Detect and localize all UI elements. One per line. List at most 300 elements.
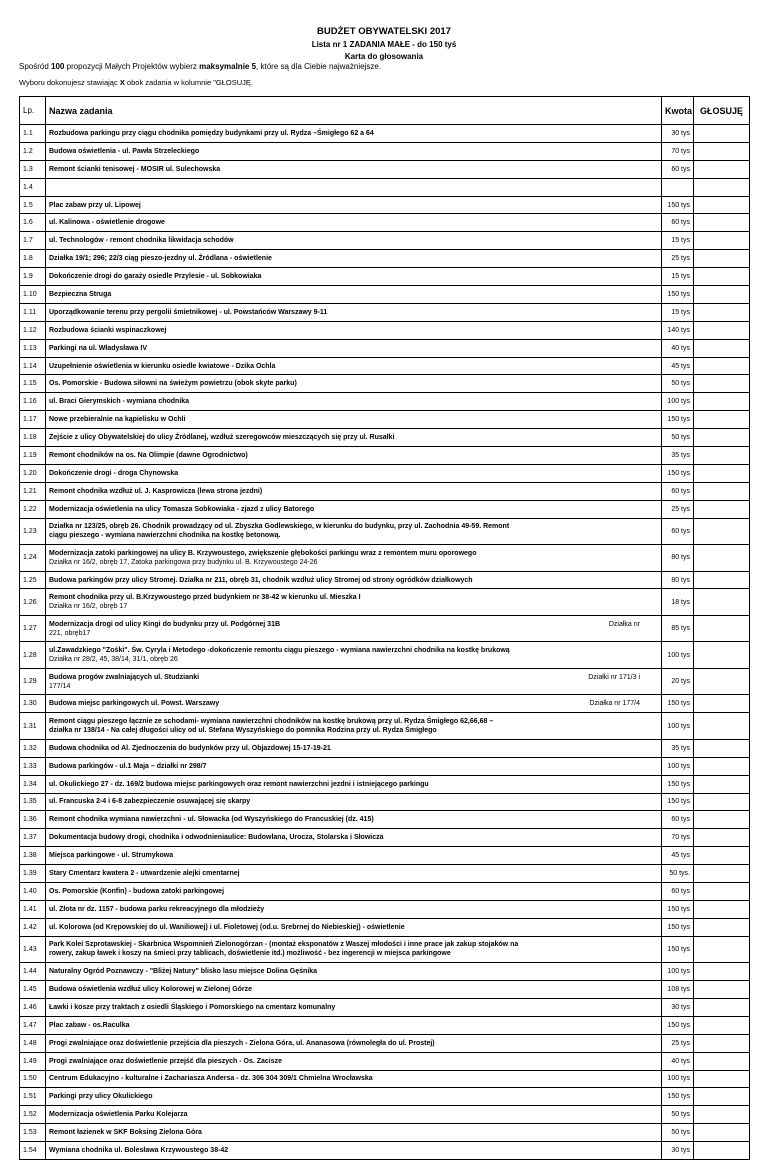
row-lp: 1.45 [20,981,46,999]
vote-checkbox-cell[interactable] [694,125,750,143]
vote-checkbox-cell[interactable] [694,775,750,793]
row-amount: 150 tys [662,1016,694,1034]
row-task-name [46,918,662,936]
row-task-name [46,829,662,847]
task-title: ul. Kalinowa - oświetlenie drogowe [49,219,165,227]
row-lp: 1.54 [20,1142,46,1160]
row-lp: 1.51 [20,1088,46,1106]
table-row [20,429,750,447]
task-parcel: Działki nr 171/3 i [588,673,640,681]
task-title: Parkingi przy ulicy Okulickiego [49,1093,153,1101]
task-title: Nowe przebieralnie na kąpielisku w Ochli [49,416,186,424]
task-title: Modernizacja oświetlenia Parku Kolejarza [49,1111,188,1119]
task-title: Budowa oświetlenia wzdłuż ulicy Kolorowej w Zielonej Górze [49,986,253,993]
vote-checkbox-cell[interactable] [694,142,750,160]
table-row [20,1034,750,1052]
row-task-name [46,1070,662,1088]
row-task-name [46,518,662,545]
row-task-name [46,1142,662,1160]
table-row [20,1124,750,1142]
table-body [20,125,750,1160]
vote-checkbox-cell[interactable] [694,883,750,901]
task-title: Rozbudowa parkingu przy ciągu chodnika pomiędzy budynkami przy ul. Rydza –Śmigłego 62 a 64 [49,129,374,137]
table-row [20,1088,750,1106]
vote-checkbox-cell[interactable] [694,900,750,918]
row-task-name [46,883,662,901]
row-lp: 1.11 [20,303,46,321]
table-row [20,545,750,572]
row-amount: 60 tys [662,811,694,829]
row-amount: 100 tys [662,393,694,411]
row-lp: 1.42 [20,918,46,936]
row-lp: 1.12 [20,321,46,339]
row-amount: 70 tys [662,142,694,160]
vote-checkbox-cell[interactable] [694,998,750,1016]
table-row [20,900,750,918]
row-amount: 100 tys [662,713,694,740]
table-row [20,793,750,811]
header-vote: GŁOSUJĘ [694,97,750,125]
table-row [20,739,750,757]
table-row [20,1052,750,1070]
row-amount: 150 tys [662,464,694,482]
table-row [20,482,750,500]
vote-checkbox-cell[interactable] [694,865,750,883]
row-task-name [46,214,662,232]
row-task-name [46,998,662,1016]
row-amount: 45 tys [662,847,694,865]
row-task-name [46,429,662,447]
row-lp: 1.22 [20,500,46,518]
table-row [20,865,750,883]
vote-checkbox-cell[interactable] [694,615,750,642]
task-parcel: Działka nr [608,620,640,628]
table-row [20,695,750,713]
task-detail: rowery, zakup ławek i koszy na śmieci przy tablicach, doświetlenie itd.) możliwość - bez ingerencji w miejsca parkingowe [49,950,451,958]
task-title: Ławki i kosze przy traktach z osiedli Śląskiego i Pomorskiego na cmentarz komunalny [49,1003,336,1011]
row-lp: 1.6 [20,214,46,232]
row-amount: 35 tys [662,447,694,465]
row-task-name [46,811,662,829]
row-amount: 80 tys [662,571,694,589]
vote-checkbox-cell[interactable] [694,963,750,981]
row-task-name [46,232,662,250]
vote-checkbox-cell[interactable] [694,357,750,375]
row-amount: 80 tys [662,545,694,572]
row-lp: 1.3 [20,160,46,178]
row-task-name [46,142,662,160]
row-amount: 100 tys [662,757,694,775]
row-amount: 25 tys [662,250,694,268]
row-lp: 1.33 [20,757,46,775]
row-task-name [46,757,662,775]
row-task-name [46,411,662,429]
vote-checkbox-cell[interactable] [694,321,750,339]
vote-checkbox-cell[interactable] [694,1142,750,1160]
row-amount: 60 tys [662,883,694,901]
row-lp: 1.48 [20,1034,46,1052]
row-amount: 108 tys [662,981,694,999]
table-row [20,918,750,936]
row-task-name [46,900,662,918]
row-amount: 30 tys [662,1142,694,1160]
vote-checkbox-cell[interactable] [694,981,750,999]
task-title: Dokończenie drogi - droga Chynowska [49,469,179,477]
task-title: Zejście z ulicy Obywatelskiej do ulicy Źródlanej, wzdłuż szeregowców mieszczących się przy ul. Rusałki [49,434,395,442]
row-lp: 1.41 [20,900,46,918]
table-row [20,178,750,196]
vote-checkbox-cell[interactable] [694,518,750,545]
row-lp: 1.46 [20,998,46,1016]
table-row [20,811,750,829]
row-lp: 1.8 [20,250,46,268]
task-title: Plac zabaw przy ul. Lipowej [49,201,141,209]
task-title: Os. Pomorskie - Budowa siłowni na świeżym powietrzu (obok skyte parku) [49,380,297,388]
vote-checkbox-cell[interactable] [694,1070,750,1088]
table-row [20,981,750,999]
row-lp: 1.16 [20,393,46,411]
row-amount: 50 tys [662,1124,694,1142]
row-lp: 1.49 [20,1052,46,1070]
instructions-line-1: Spośród 100 propozycji Małych Projektów wybierz maksymalnie 5, które są dla Ciebie najważniejsze. [19,62,381,71]
row-task-name [46,178,662,196]
row-lp: 1.30 [20,695,46,713]
row-task-name [46,482,662,500]
row-task-name [46,713,662,740]
task-detail: ciągu pieszego - wymiana nawierzchni chodnika na kostkę betonową. [49,532,281,540]
vote-checkbox-cell[interactable] [694,447,750,465]
row-amount: 60 tys [662,518,694,545]
table-row [20,713,750,740]
vote-checkbox-cell[interactable] [694,642,750,669]
row-lp: 1.4 [20,178,46,196]
row-task-name [46,375,662,393]
row-task-name [46,739,662,757]
vote-checkbox-cell[interactable] [694,918,750,936]
task-title: Bezpieczna Struga [49,290,112,298]
table-row [20,1016,750,1034]
table-row [20,464,750,482]
row-task-name [46,464,662,482]
task-title: Budowa chodnika od Al. Zjednoczenia do budynków przy ul. Objazdowej 15-17-19-21 [49,744,331,752]
vote-checkbox-cell[interactable] [694,214,750,232]
table-row [20,268,750,286]
vote-checkbox-cell[interactable] [694,250,750,268]
table-row [20,303,750,321]
row-amount: 15 tys [662,303,694,321]
row-lp: 1.29 [20,668,46,695]
row-amount: 35 tys [662,739,694,757]
vote-checkbox-cell[interactable] [694,286,750,304]
task-title: ul. Technologów - remont chodnika likwidacja schodów [49,237,234,245]
task-title: Dokumentacja budowy drogi, chodnika i odwodnieniaulice: Budowlana, Urocza, Stolarska i Słowicza [49,834,384,842]
task-title: ul.Zawadzkiego "Zośki". Św. Cyryla i Metodego -dokończenie remontu ciągu pieszego - wymiana nawierzchni chodnika na kostkę brukową [49,647,510,655]
row-lp: 1.21 [20,482,46,500]
row-task-name [46,357,662,375]
row-lp: 1.32 [20,739,46,757]
row-task-name [46,1124,662,1142]
task-title: Plac zabaw - os.Raculka [49,1021,130,1029]
table-row [20,447,750,465]
task-title: Remont łazienek w SKF Boksing Zielona Góra [49,1129,202,1137]
table-row [20,500,750,518]
task-detail: działka nr 138/14 - Na całej długości ulicy od ul. Stefana Wyszyńskiego do pomnika Rodzina przy ul. Rydza Śmigłego [49,727,437,735]
row-task-name [46,1052,662,1070]
table-row [20,286,750,304]
table-row [20,1070,750,1088]
table-row [20,775,750,793]
table-header-row [20,97,750,125]
row-amount: 100 tys [662,642,694,669]
task-title: Remont chodników na os. Na Olimpie (dawne Ogrodnictwo) [49,451,248,459]
vote-checkbox-cell[interactable] [694,545,750,572]
row-amount: 25 tys [662,1034,694,1052]
row-lp: 1.47 [20,1016,46,1034]
vote-checkbox-cell[interactable] [694,589,750,616]
task-title: Rozbudowa ścianki wspinaczkowej [49,326,167,334]
row-lp: 1.7 [20,232,46,250]
row-lp: 1.43 [20,936,46,963]
row-task-name [46,963,662,981]
vote-checkbox-cell[interactable] [694,375,750,393]
table-row [20,411,750,429]
task-title: Miejsca parkingowe - ul. Strumykowa [49,852,174,860]
row-lp: 1.20 [20,464,46,482]
table-row [20,142,750,160]
task-title: Naturalny Ogród Poznawczy - "Bliżej Natury" blisko lasu miejsce Dolina Gęśnika [49,968,318,976]
table-row [20,615,750,642]
row-task-name [46,303,662,321]
table-row [20,589,750,616]
row-amount: 100 tys [662,1070,694,1088]
row-lp: 1.38 [20,847,46,865]
vote-checkbox-cell[interactable] [694,411,750,429]
row-task-name [46,196,662,214]
row-task-name [46,1088,662,1106]
task-title: ul. Kolorowa (od Krępowskiej do ul. Waniliowej) i ul. Fioletowej (od.u. Srebrnej do Niebieskiej) - oświetlenie [49,923,405,931]
vote-checkbox-cell[interactable] [694,811,750,829]
table-row [20,214,750,232]
table-row [20,998,750,1016]
row-task-name [46,268,662,286]
task-title: Dokończenie drogi do garaży osiedle Przylesie - ul. Sobkowiaka [49,273,262,281]
row-amount: 30 tys [662,998,694,1016]
table-row [20,375,750,393]
task-title: ul. Francuska 2-4 i 6-8 zabezpieczenie osuwającej się skarpy [49,798,251,806]
vote-checkbox-cell[interactable] [694,303,750,321]
vote-checkbox-cell[interactable] [694,713,750,740]
task-detail: Działka nr 28/2, 45, 38/14, 31/1, obręb 26 [49,656,178,664]
row-amount: 150 tys [662,775,694,793]
task-title: Os. Pomorskie (Konfin) - budowa zatoki parkingowej [49,887,225,895]
row-amount: 150 tys [662,196,694,214]
vote-checkbox-cell[interactable] [694,1088,750,1106]
table-row [20,571,750,589]
vote-checkbox-cell[interactable] [694,1106,750,1124]
task-title: Budowa parkingów - ul.1 Maja – działki nr 298/7 [49,762,207,770]
vote-checkbox-cell[interactable] [694,268,750,286]
row-task-name [46,160,662,178]
vote-checkbox-cell[interactable] [694,936,750,963]
row-task-name [46,589,662,616]
row-lp: 1.35 [20,793,46,811]
row-lp: 1.2 [20,142,46,160]
vote-checkbox-cell[interactable] [694,757,750,775]
header-name: Nazwa zadania [46,97,662,125]
vote-checkbox-cell[interactable] [694,739,750,757]
row-lp: 1.15 [20,375,46,393]
row-lp: 1.24 [20,545,46,572]
row-lp: 1.14 [20,357,46,375]
task-title: Remont ścianki tenisowej - MOSIR ul. Sulechowska [49,165,221,173]
row-lp: 1.50 [20,1070,46,1088]
table-row [20,196,750,214]
row-lp: 1.5 [20,196,46,214]
task-title: Remont chodnika przy ul. B.Krzywoustego przed budynkiem nr 38-42 w kierunku ul. Mieszka I [49,594,361,602]
row-task-name [46,125,662,143]
task-detail: 221, obręb17 [49,629,91,637]
row-amount: 150 tys [662,936,694,963]
row-amount: 20 tys [662,668,694,695]
row-lp: 1.17 [20,411,46,429]
row-lp: 1.25 [20,571,46,589]
row-task-name [46,642,662,669]
row-amount: 50 tys [662,375,694,393]
vote-checkbox-cell[interactable] [694,668,750,695]
task-title: Modernizacja zatoki parkingowej na ulicy B. Krzywoustego, zwiększenie głębokości parkingu wraz z remontem muru oporowego [49,549,477,557]
row-lp: 1.37 [20,829,46,847]
vote-checkbox-cell[interactable] [694,571,750,589]
task-title: Wymiana chodnika ul. Bolesława Krzywoustego 38-42 [49,1147,229,1155]
row-task-name [46,393,662,411]
vote-checkbox-cell[interactable] [694,695,750,713]
row-lp: 1.34 [20,775,46,793]
task-title: Działka 19/1; 296; 22/3 ciąg pieszo-jezdny ul. Źródlana - oświetlenie [49,255,272,263]
vote-checkbox-cell[interactable] [694,1034,750,1052]
task-title: Centrum Edukacyjno - kulturalne i Zachariasza Andersa - dz. 306 304 309/1 Chmielna Wrocławska [49,1075,373,1083]
table-row [20,847,750,865]
row-lp: 1.9 [20,268,46,286]
vote-checkbox-cell[interactable] [694,196,750,214]
row-amount: 15 tys [662,268,694,286]
row-lp: 1.36 [20,811,46,829]
vote-checkbox-cell[interactable] [694,393,750,411]
task-title: Budowa miejsc parkingowych ul. Powst. Warszawy [49,700,220,708]
vote-checkbox-cell[interactable] [694,429,750,447]
row-task-name [46,865,662,883]
instructions-line-2: Wyboru dokonujesz stawiając X obok zadania w kolumnie "GŁOSUJĘ. [19,78,253,87]
task-title: Progi zwalniające oraz doświetlenie przejścia dla pieszych - Zielona Góra, ul. Ananasowa (równoległa do ul. Prostej) [49,1039,435,1047]
row-amount: 40 tys [662,1052,694,1070]
row-amount: 60 tys [662,482,694,500]
table-row [20,125,750,143]
table-row [20,936,750,963]
table-row [20,339,750,357]
row-task-name [46,668,662,695]
row-lp: 1.19 [20,447,46,465]
vote-checkbox-cell[interactable] [694,829,750,847]
table-row [20,642,750,669]
task-title: Modernizacja drogi od ulicy Kingi do budynku przy ul. Podgórnej 31B [49,620,281,628]
task-parcel: Działka nr 177/4 [589,700,640,708]
row-amount: 150 tys [662,793,694,811]
row-lp: 1.27 [20,615,46,642]
task-title: Budowa progów zwalniających ul. Studzianki [49,673,200,681]
vote-checkbox-cell[interactable] [694,482,750,500]
task-title: Uzupełnienie oświetlenia w kierunku osiedle kwiatowe - Dzika Ochla [49,362,276,370]
row-task-name [46,500,662,518]
row-lp: 1.1 [20,125,46,143]
vote-checkbox-cell[interactable] [694,1016,750,1034]
vote-checkbox-cell[interactable] [694,1052,750,1070]
row-amount: 25 tys [662,500,694,518]
row-task-name [46,847,662,865]
vote-checkbox-cell[interactable] [694,232,750,250]
row-lp: 1.53 [20,1124,46,1142]
vote-checkbox-cell[interactable] [694,339,750,357]
ballot-card-label: Karta do głosowania [344,52,424,61]
table-row [20,1106,750,1124]
vote-checkbox-cell[interactable] [694,464,750,482]
row-lp: 1.10 [20,286,46,304]
table-row [20,357,750,375]
row-amount: 40 tys [662,339,694,357]
row-task-name [46,775,662,793]
table-row [20,232,750,250]
table-row [20,1142,750,1160]
row-amount: 85 tys [662,615,694,642]
row-lp: 1.44 [20,963,46,981]
vote-checkbox-cell[interactable] [694,160,750,178]
task-title: Działka nr 123/25, obręb 26. Chodnik prowadzący od ul. Zbyszka Godlewskiego, w kierunku do budynku, przy ul. Zachodnia 49-59. Remont [49,523,510,531]
row-amount: 50 tys [662,429,694,447]
row-task-name [46,1016,662,1034]
task-title: Budowa oświetlenia - ul. Pawła Strzeleckiego [49,147,200,155]
task-title: ul. Okulickiego 27 - dz. 169/2 budowa miejsc parkingowych oraz remont nawierzchni jezdni i istniejącego parkingu [49,780,429,788]
row-lp: 1.18 [20,429,46,447]
task-title: Stary Cmentarz kwatera 2 - utwardzenie alejki cmentarnej [49,870,240,878]
row-task-name [46,1034,662,1052]
row-task-name [46,571,662,589]
vote-checkbox-cell[interactable] [694,500,750,518]
row-task-name [46,339,662,357]
vote-checkbox-cell[interactable] [694,793,750,811]
row-amount: 18 tys [662,589,694,616]
row-task-name [46,250,662,268]
row-task-name [46,447,662,465]
row-amount: 150 tys [662,900,694,918]
ballot-title: BUDŻET OBYWATELSKI 2017 [317,26,451,37]
row-amount: 70 tys [662,829,694,847]
row-lp: 1.40 [20,883,46,901]
row-amount: 150 tys [662,286,694,304]
vote-checkbox-cell[interactable] [694,847,750,865]
row-amount: 30 tys [662,125,694,143]
row-amount: 100 tys [662,963,694,981]
task-title: Remont ciągu pieszego łącznie ze schodami- wymiana nawierzchni chodników na kostkę brukową przy ul. Rydza Śmigłego 62,66,68 – [49,718,494,726]
row-amount: 150 tys [662,918,694,936]
vote-checkbox-cell[interactable] [694,178,750,196]
ballot-subtitle: Lista nr 1 ZADANIA MAŁE - do 150 tyś [311,40,457,49]
row-amount: 50 tys. [662,865,694,883]
row-amount: 45 tys [662,357,694,375]
table-row [20,518,750,545]
row-amount: 15 tys [662,232,694,250]
task-title: Remont chodnika wymiana nawierzchni - ul. Słowacka (od Wyszyńskiego do Francuskiej (dz. 415) [49,816,374,824]
table-row [20,393,750,411]
row-amount: 150 tys [662,1088,694,1106]
vote-checkbox-cell[interactable] [694,1124,750,1142]
